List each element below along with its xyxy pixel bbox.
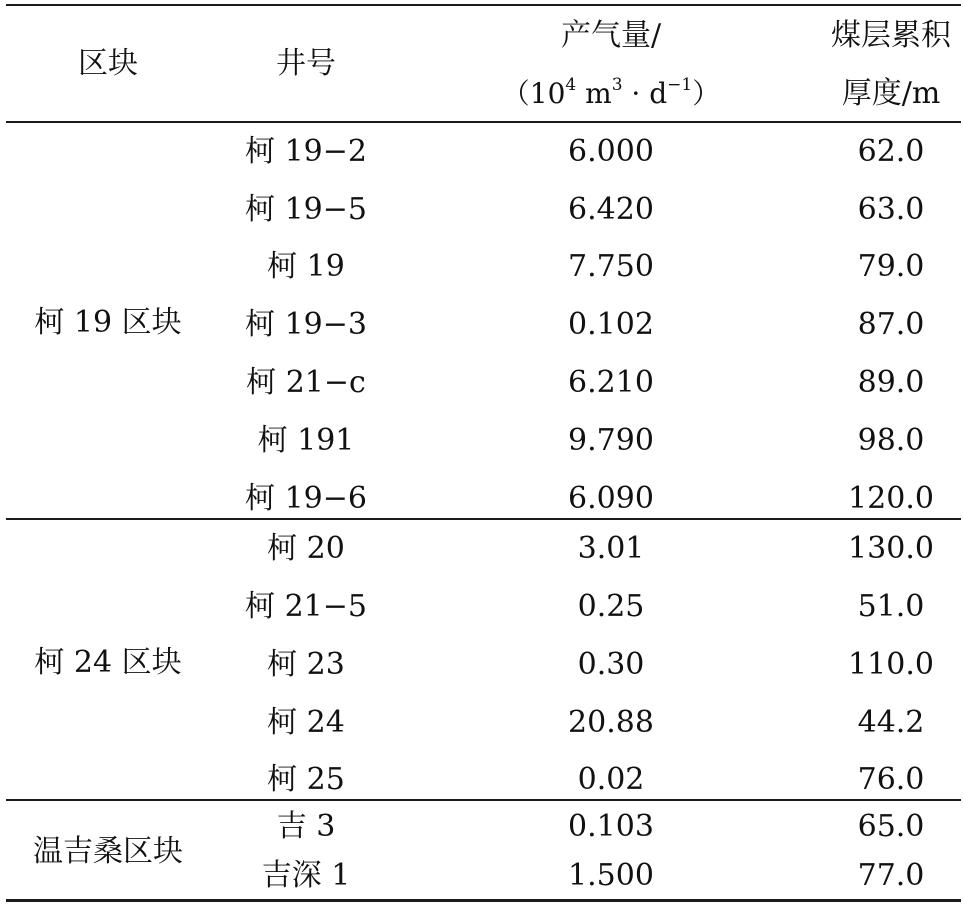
table-cell-coal: 89.0	[857, 365, 925, 400]
table-cell-coal: 98.0	[857, 423, 925, 458]
table-cell-coal: 63.0	[857, 192, 925, 227]
table-cell-well: 柯 23	[267, 647, 345, 682]
table-cell-coal: 51.0	[857, 589, 925, 624]
header-gas-line2: （$10^4$ $m^3 \cdot d^{-1}$）	[501, 75, 721, 110]
table-cell-gas: 1.500	[568, 858, 654, 893]
table-cell-gas: 6.420	[568, 192, 654, 227]
header-coal-line1: 煤层累积	[831, 18, 951, 53]
table-cell-gas: 9.790	[568, 423, 654, 458]
group-block-label: 温吉桑区块	[33, 834, 183, 869]
table-cell-well: 柯 191	[257, 423, 355, 458]
header-block: 区块	[78, 46, 138, 81]
table-header-rule	[6, 121, 961, 123]
table-cell-gas: 7.750	[568, 249, 654, 284]
table-cell-gas: 0.30	[577, 647, 645, 682]
table-cell-well: 柯 19−6	[245, 481, 367, 516]
table-cell-gas: 3.01	[577, 531, 645, 566]
table-cell-gas: 0.102	[568, 307, 654, 342]
table-cell-gas: 6.090	[568, 481, 654, 516]
table-top-rule	[6, 4, 961, 6]
table-cell-well: 吉 3	[276, 809, 336, 844]
table-cell-well: 柯 25	[267, 762, 345, 797]
table-cell-coal: 110.0	[848, 647, 934, 682]
table-cell-coal: 76.0	[857, 762, 925, 797]
group-block-label: 柯 19 区块	[34, 305, 182, 340]
group-divider-rule	[6, 518, 961, 520]
table-cell-well: 柯 19−5	[245, 192, 367, 227]
table-cell-well: 柯 19−2	[245, 134, 367, 169]
table-cell-well: 柯 19−3	[245, 307, 367, 342]
table-cell-gas: 0.02	[577, 762, 645, 797]
group-divider-rule	[6, 799, 961, 801]
table-cell-coal: 87.0	[857, 307, 925, 342]
table-cell-coal: 79.0	[857, 249, 925, 284]
table-cell-coal: 130.0	[848, 531, 934, 566]
table-cell-coal: 65.0	[857, 809, 925, 844]
header-gas-line1: 产气量/	[560, 18, 662, 53]
data-table	[6, 0, 961, 906]
table-cell-well: 柯 24	[267, 705, 345, 740]
header-well: 井号	[276, 46, 336, 81]
table-cell-gas: 0.25	[577, 589, 645, 624]
table-cell-well: 柯 21−5	[245, 589, 367, 624]
table-cell-coal: 44.2	[857, 705, 925, 740]
header-coal-line2: 厚度/m	[841, 76, 941, 111]
table-cell-gas: 0.103	[568, 809, 654, 844]
table-cell-well: 柯 20	[267, 531, 345, 566]
table-bottom-rule	[6, 899, 961, 902]
table-cell-well: 柯 21−c	[246, 365, 366, 400]
table-cell-gas: 6.210	[568, 365, 654, 400]
table-cell-well: 吉深 1	[261, 858, 351, 893]
table-cell-coal: 77.0	[857, 858, 925, 893]
table-cell-coal: 120.0	[848, 481, 934, 516]
group-block-label: 柯 24 区块	[34, 645, 182, 680]
table-cell-gas: 6.000	[568, 134, 654, 169]
table-cell-well: 柯 19	[267, 249, 345, 284]
table-cell-coal: 62.0	[857, 134, 925, 169]
table-cell-gas: 20.88	[568, 705, 654, 740]
